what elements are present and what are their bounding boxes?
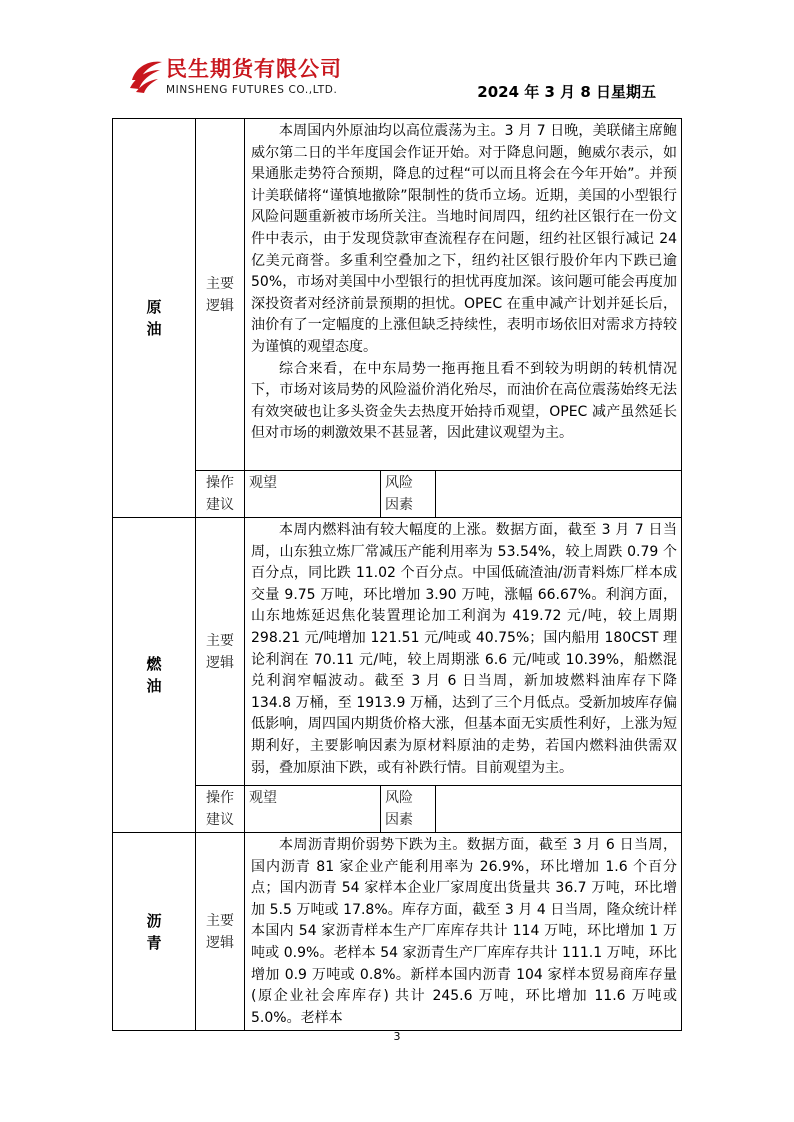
product-cell-asphalt (113, 833, 196, 1031)
paragraph: 本周沥青期价弱势下跌为主。数据方面，截至 3 月 6 日当周，国内沥青 81 家企业产能利用率为 26.9%，环比增加 1.6 个百分点；国内沥青 54 家样本企业厂家周度出货量共 36.7 万吨，环比增加 5.5 万吨或 17.8%。库存方面，截至 3 月 4 日当周，隆众统计样本国内 54 家沥青样本生产厂库库存共计 114 万吨，环比增加 1 万吨或 0.9%。老样本 54 家沥青生产厂库库存共计 111.1 万吨，环比增加 0.9 万吨或 0.8%。新样本国内沥青 104 家样本贸易商库存量(原企业社会库库存) 共计 245.6 万吨，环比增加 11.6 万吨或 5.0%。老样本 (251, 837, 678, 1026)
product-name-char: 油 (146, 677, 162, 695)
product-cell-fuel (113, 518, 196, 833)
product-name-char: 油 (146, 320, 162, 338)
paragraph: 本周内燃料油有较大幅度的上涨。数据方面，截至 3 月 7 日当周，山东独立炼厂常减压产能利用率为 53.54%，较上周跌 0.79 个百分点，同比跌 11.02 个百分点。中国低硫渣油/沥青料炼厂样本成交量 9.75 万吨，环比增加 3.90 万吨，涨幅 66.67%。利润方面，山东地炼延迟焦化装置理论加工利润为 419.72 元/吨，较上周期 298.21 元/吨增加 121.51 元/吨或 40.75%；国内船用 180CST 理论利润在 70.11 元/吨，较上周期涨 6.6 元/吨或 10.39%，船燃混兑利润窄幅波动。截至 3 月 6 日当周，新加坡燃料油库存下降 134.8 万桶，至 1913.9 万桶，达到了三个月低点。受新加坡库存偏低影响，周四国内期货价格大涨，但基本面无实质性利好，上涨为短期利好，主要影响因素为原材料原油的走势，若国内燃料油供需双弱，叠加原油下跌，或有补跌行情。目前观望为主。 (251, 522, 678, 776)
product-name-char: 沥 (146, 911, 162, 930)
commodity-analysis-table (112, 118, 682, 1031)
minsheng-logo-icon (128, 56, 164, 96)
product-name-char: 原 (146, 298, 162, 316)
crude-advice-row (113, 471, 682, 518)
logic-label: 主要 逻辑 (196, 833, 245, 1031)
asphalt-logic-row (113, 833, 682, 1031)
page-header (0, 0, 794, 112)
fuel-advice-value: 观望 (245, 786, 381, 833)
fuel-logic-text (245, 518, 682, 786)
paragraph: 本周国内外原油均以高位震荡为主。3 月 7 日晚，美联储主席鲍威尔第二日的半年度国会作证开始。对于降息问题，鲍威尔表示，如果通胀走势符合预期，降息的过程“可以而且将会在今年开始”。并预计美联储将“谨慎地撤除”限制性的货币立场。近期，美国的小型银行风险问题重新被市场所关注。当地时间周四，纽约社区银行在一份文件中表示，由于发现贷款审查流程存在问题，纽约社区银行减记 24 亿美元商誉。多重利空叠加之下，纽约社区银行股价年内下跌已逾 50%，市场对美国中小型银行的担忧再度加深。该问题可能会再度加深投资者对经济前景预期的担忧。OPEC 在重申减产计划并延长后，油价有了一定幅度的上涨但缺乏持续性，表明市场依旧对需求方持较为谨慎的观望态度。 (251, 123, 678, 355)
risk-label: 风险 因素 (381, 471, 436, 518)
product-name-char: 青 (146, 933, 162, 952)
crude-advice-value: 观望 (245, 471, 381, 518)
risk-label: 风险 因素 (381, 786, 436, 833)
company-logo (128, 56, 368, 104)
paragraph: 综合来看，在中东局势一拖再拖且看不到较为明朗的转机情况下，市场对该局势的风险溢价消化殆尽，而油价在高位震荡始终无法有效突破也让多头资金失去热度开始持币观望，OPEC 减产虽然延长但对市场的刺激效果不甚显著，因此建议观望为主。 (251, 360, 678, 442)
product-cell-crude (113, 119, 196, 518)
logic-label: 主要 逻辑 (196, 119, 245, 471)
crude-risk-value (436, 471, 682, 518)
advice-label: 操作 建议 (196, 786, 245, 833)
fuel-logic-row (113, 518, 682, 786)
crude-logic-text (245, 119, 682, 471)
fuel-advice-row (113, 786, 682, 833)
company-name-en: MINSHENG FUTURES CO.,LTD. (166, 84, 338, 96)
company-name-cn: 民生期货有限公司 (166, 57, 342, 81)
advice-label: 操作 建议 (196, 471, 245, 518)
product-name-char: 燃 (146, 655, 162, 673)
fuel-risk-value (436, 786, 682, 833)
logic-label: 主要 逻辑 (196, 518, 245, 786)
crude-logic-row (113, 119, 682, 471)
report-date: 2024 年 3 月 8 日星期五 (477, 83, 656, 101)
asphalt-logic-text (245, 833, 682, 1031)
page-number: 3 (393, 1030, 401, 1043)
